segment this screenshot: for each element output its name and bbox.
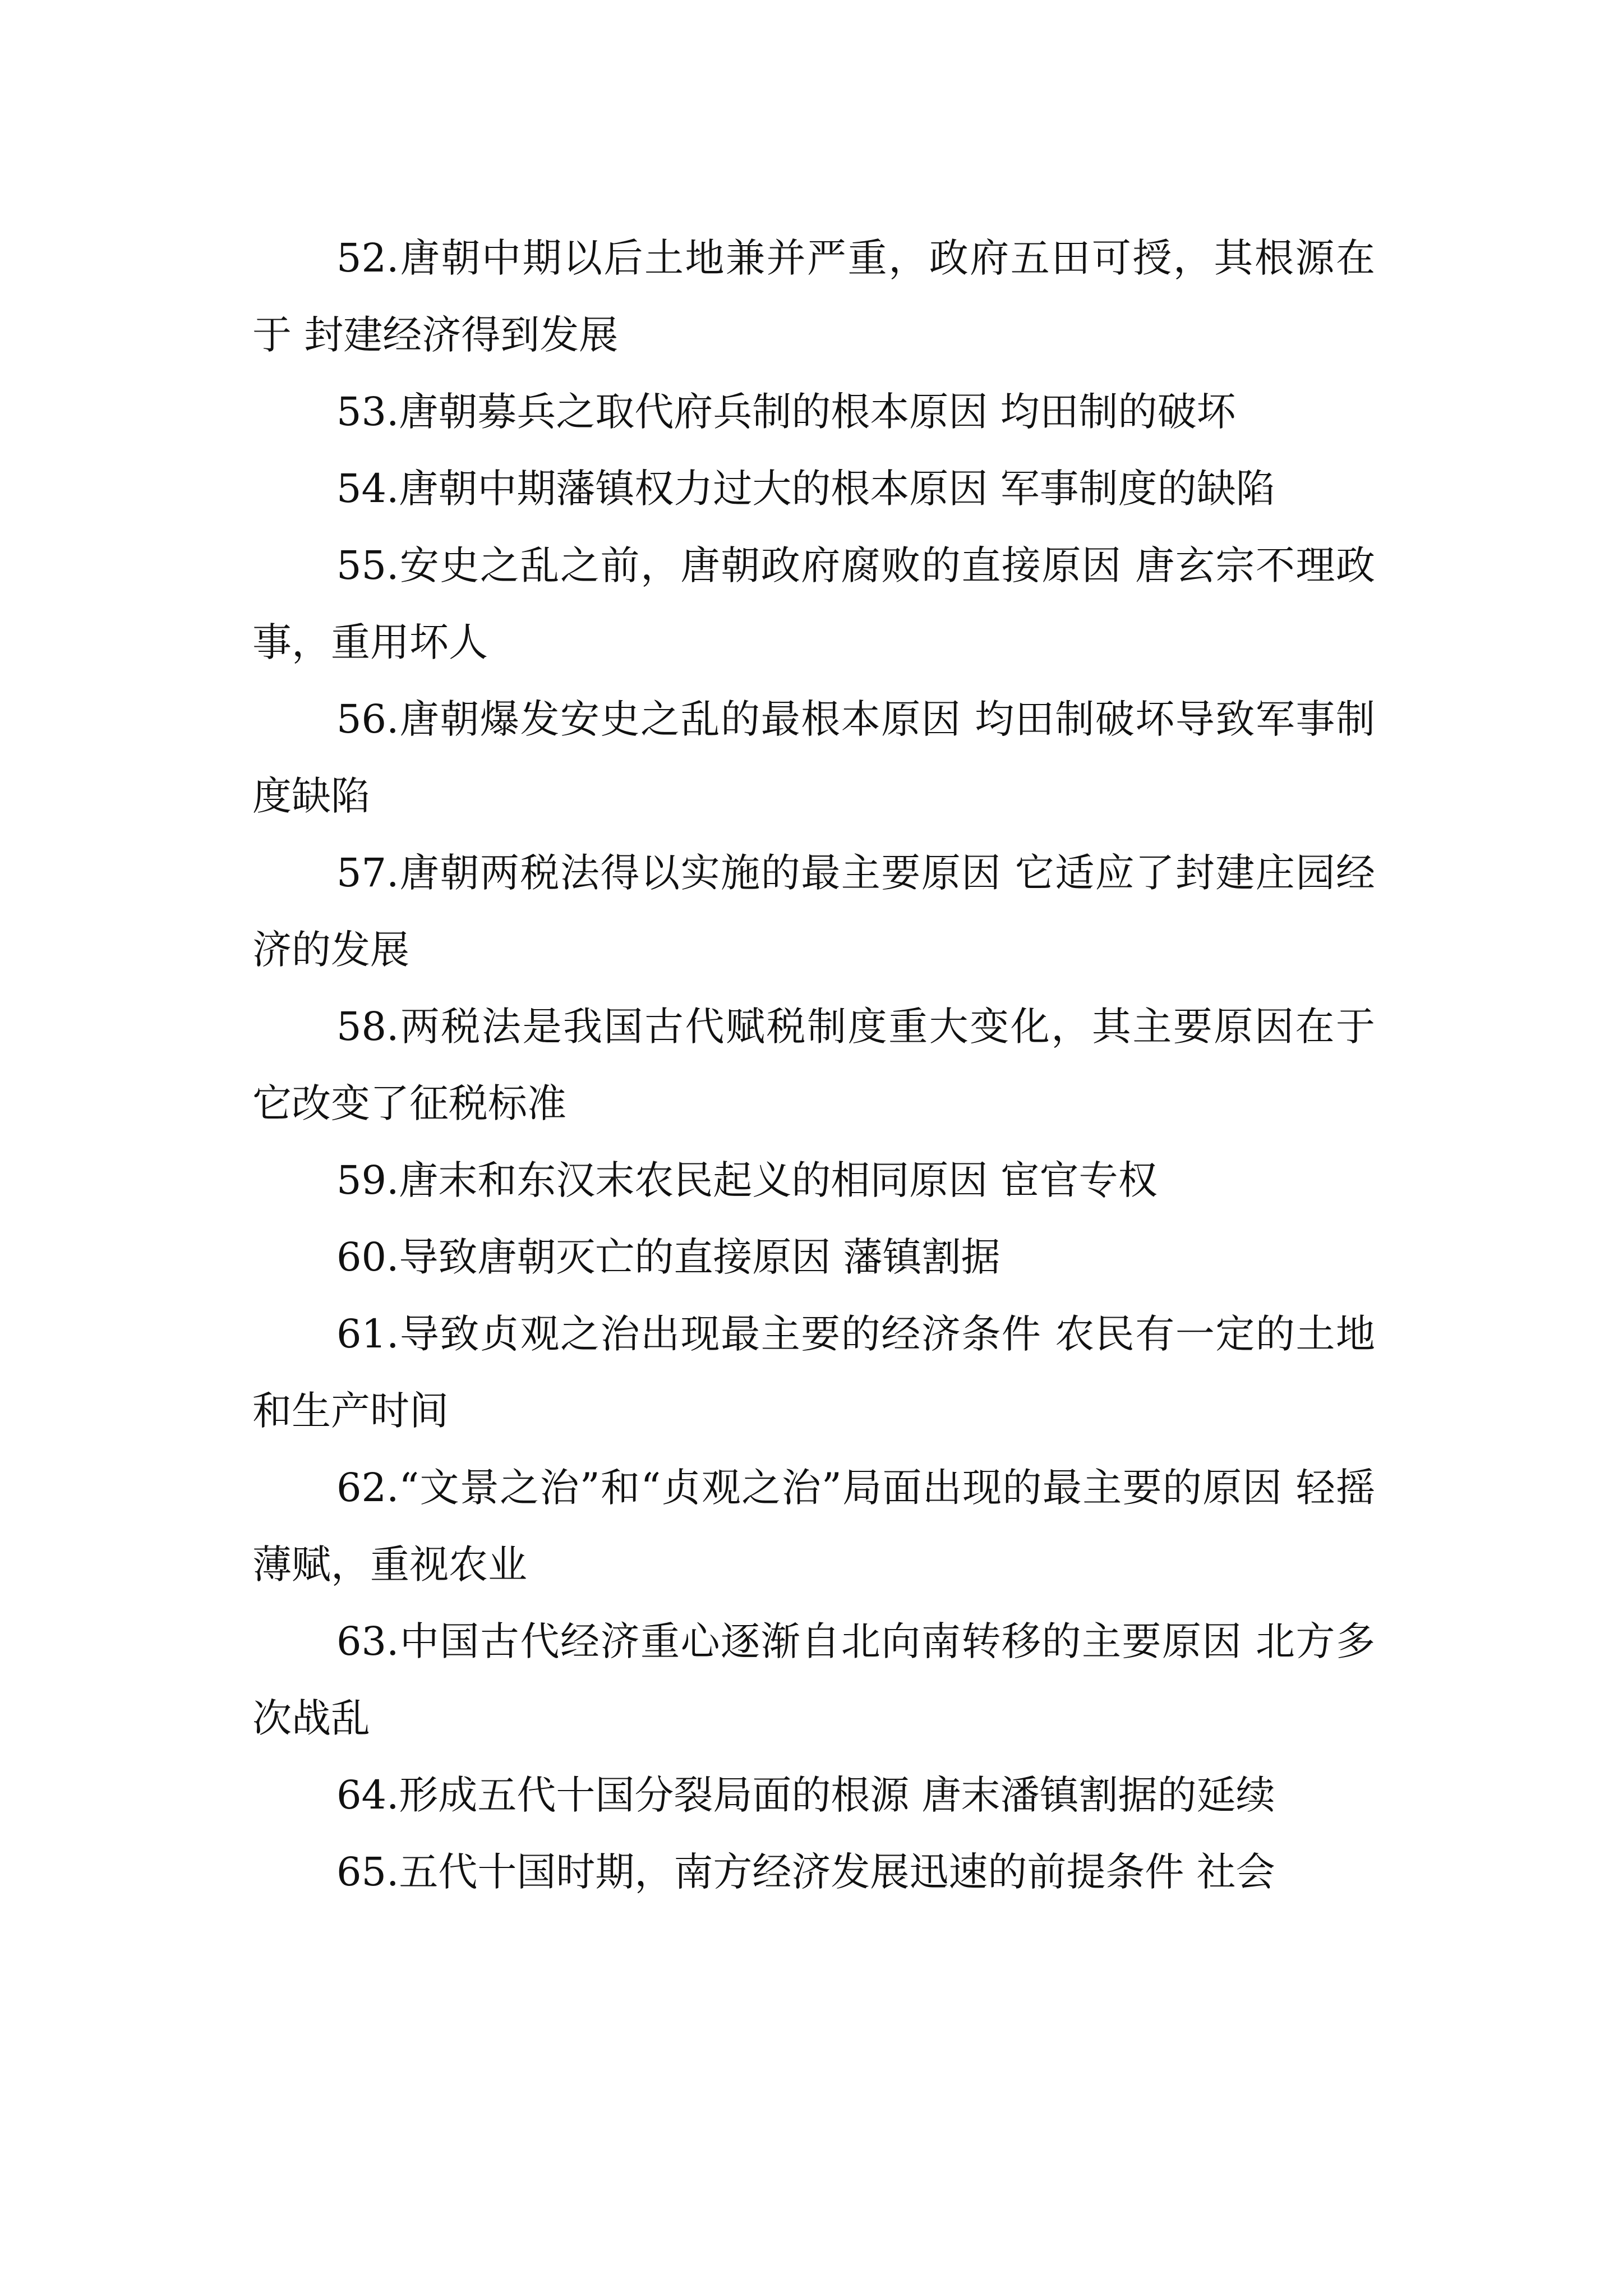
item-answer: 它改变了征税标准 [252, 1080, 566, 1126]
item-answer: 宦官专权 [1000, 1157, 1158, 1203]
item-number: 54. [336, 466, 399, 512]
item-number: 59. [336, 1157, 399, 1203]
item-number: 57. [336, 850, 399, 896]
list-item [252, 988, 1375, 1142]
item-question: 形成五代十国分裂局面的根源 [399, 1772, 910, 1818]
item-question: 导致唐朝灭亡的直接原因 [399, 1234, 831, 1280]
item-answer: 农民有一定的土地和生产时间 [252, 1311, 1376, 1434]
list-item [252, 1219, 1375, 1296]
list-item [252, 450, 1375, 527]
item-number: 64. [336, 1772, 399, 1818]
item-answer: 唐玄宗不理政事，重用坏人 [252, 542, 1375, 665]
item-number: 62. [336, 1465, 399, 1511]
item-number: 61. [336, 1311, 399, 1357]
list-item [252, 1450, 1375, 1603]
item-question: 中国古代经济重心逐渐自北向南转移的主要原因 [399, 1618, 1243, 1664]
item-question: “文景之治”和“贞观之治”局面出现的最主要的原因 [399, 1465, 1283, 1511]
list-item [252, 527, 1375, 681]
item-question: 唐朝爆发安史之乱的最根本原因 [399, 696, 962, 742]
item-answer: 封建经济得到发展 [304, 312, 619, 358]
item-question: 唐朝募兵之取代府兵制的根本原因 [399, 389, 988, 435]
list-item [252, 1834, 1375, 1911]
item-number: 53. [336, 389, 399, 435]
item-number: 65. [336, 1849, 399, 1895]
list-item [252, 1757, 1375, 1834]
list-item [252, 374, 1375, 450]
item-question: 唐末和东汉末农民起义的相同原因 [399, 1157, 988, 1203]
list-item [252, 1603, 1375, 1757]
item-question: 安史之乱之前，唐朝政府腐败的直接原因 [399, 542, 1122, 588]
item-number: 55. [336, 542, 399, 588]
document-body [252, 220, 1375, 1911]
item-answer: 轻摇薄赋，重视农业 [252, 1465, 1375, 1588]
item-number: 63. [336, 1618, 399, 1664]
item-question: 唐朝两税法得以实施的最主要原因 [399, 850, 1002, 896]
item-question: 两税法是我国古代赋税制度重大变化，其主要原因在于 [399, 1004, 1375, 1050]
list-item [252, 1296, 1375, 1450]
item-number: 58. [336, 1004, 399, 1050]
item-answer: 它适应了封建庄园经济的发展 [252, 850, 1376, 973]
item-answer: 均田制破坏导致军事制度缺陷 [252, 696, 1375, 819]
item-number: 60. [336, 1234, 399, 1280]
item-answer: 北方多次战乱 [252, 1618, 1375, 1741]
item-number: 56. [336, 696, 399, 742]
item-question: 导致贞观之治出现最主要的经济条件 [399, 1311, 1042, 1357]
list-item [252, 835, 1375, 988]
item-answer: 社会 [1196, 1849, 1275, 1895]
item-number: 52. [336, 235, 399, 281]
item-answer: 唐末潘镇割据的延续 [921, 1772, 1275, 1818]
list-item [252, 220, 1375, 374]
list-item [252, 681, 1375, 835]
item-answer: 军事制度的缺陷 [1000, 466, 1275, 512]
item-question: 五代十国时期，南方经济发展迅速的前提条件 [399, 1849, 1184, 1895]
item-answer: 均田制的破坏 [1000, 389, 1236, 435]
item-answer: 藩镇割据 [843, 1234, 1000, 1280]
list-item [252, 1142, 1375, 1219]
item-question: 唐朝中期以后土地兼并严重，政府五田可授，其根源在于 [252, 235, 1375, 358]
item-question: 唐朝中期藩镇权力过大的根本原因 [399, 466, 988, 512]
